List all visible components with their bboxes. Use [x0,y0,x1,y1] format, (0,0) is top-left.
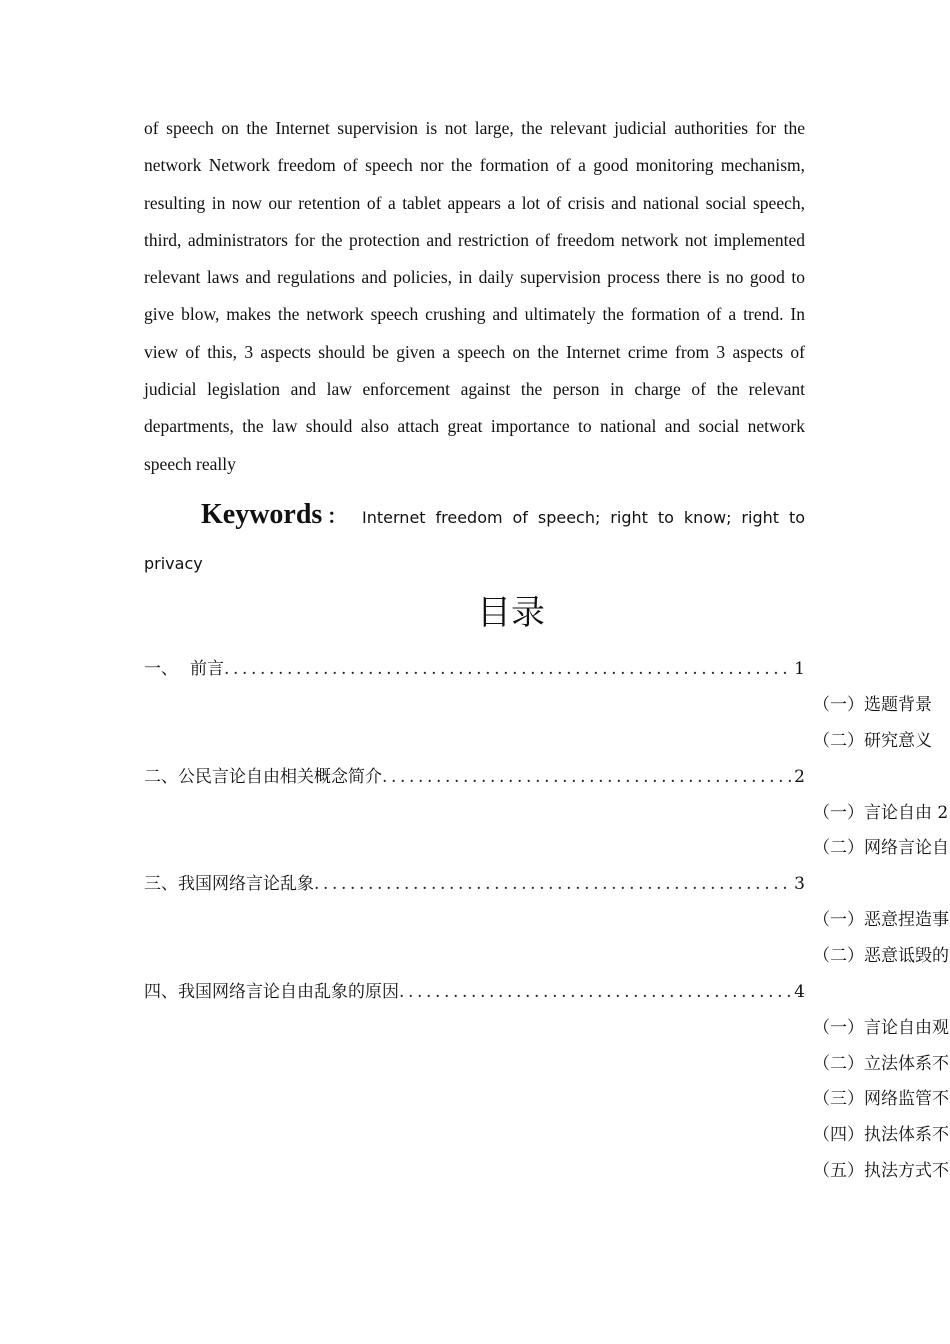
toc-page-number: 4 [794,982,805,1002]
toc-subentry-4-4[interactable]: （四）执法体系不 [813,1125,949,1145]
toc-entry-4[interactable] [144,979,805,1005]
toc-entry-1[interactable] [144,656,805,682]
toc-page-number: 3 [794,874,805,894]
toc-subentry-3-1[interactable]: （一）恶意捏造事 [813,910,949,930]
toc-page-number: 2 [794,767,805,787]
toc-title: 目录 [477,593,545,633]
toc-subentry-2-2[interactable]: （二）网络言论自 [813,838,949,858]
toc-subentry-4-3[interactable]: （三）网络监管不 [813,1089,949,1109]
toc-subentry-4-5[interactable]: （五）执法方式不 [813,1161,949,1181]
toc-subentry-2-1[interactable]: （一）言论自由 2 [813,803,949,823]
toc-entry-number: 三、 [144,874,178,894]
keywords-line [144,492,805,587]
toc-subentry-4-1[interactable]: （一）言论自由观 [813,1018,949,1038]
toc-entry-label [144,764,382,790]
toc-entry-2[interactable] [144,764,805,790]
toc-entry-title: 前言 [190,659,224,679]
keywords-label: Keywords [201,499,323,530]
toc-entry-label [144,979,399,1005]
toc-entry-3[interactable] [144,871,805,897]
toc-entry-title: 我国网络言论自由乱象的原因 [178,982,399,1002]
toc-page-number: 1 [794,659,805,679]
toc-leader-dots [314,871,792,897]
toc-entry-label [144,656,224,682]
toc-entry-number: 四、 [144,982,178,1002]
abstract-paragraph: of speech on the Internet supervision is not large, the relevant judicial authorities for the network Network freedom of speech nor the formation of a good monitoring mechanism, resulting in now our retention of a tablet appears a lot of crisis and national social speech, third, administrators for the protection and restriction of freedom network not implemented relevant laws and regulations and policies, in daily supervision process there is no good to give blow, makes the network speech crushing and ultimately the formation of a trend. In view of this, 3 aspects should be given a speech on the Internet crime from 3 aspects of judicial legislation and law enforcement against the person in charge of the relevant departments, the law should also attach great importance to national and social network speech really [144,118,805,474]
toc-subentry-4-2[interactable]: （二）立法体系不 [813,1054,949,1074]
toc-leader-dots [382,764,792,790]
toc-entry-title: 我国网络言论乱象 [178,874,314,894]
toc-entry-number: 二、 [144,767,178,787]
keywords-colon: ： [322,504,353,528]
toc-leader-dots [224,656,792,682]
toc-entry-label [144,871,314,897]
toc-subentry-1-2[interactable]: （二）研究意义 [813,731,932,751]
toc-entry-number: 一、 [144,659,178,679]
toc-subentry-3-2[interactable]: （二）恶意诋毁的 [813,946,949,966]
toc-entry-title: 公民言论自由相关概念简介 [178,767,382,787]
toc-subentry-1-1[interactable]: （一）选题背景 [813,695,932,715]
toc-leader-dots [399,979,792,1005]
keywords-text: Internet freedom of speech; right to know; right to privacy [144,508,806,573]
